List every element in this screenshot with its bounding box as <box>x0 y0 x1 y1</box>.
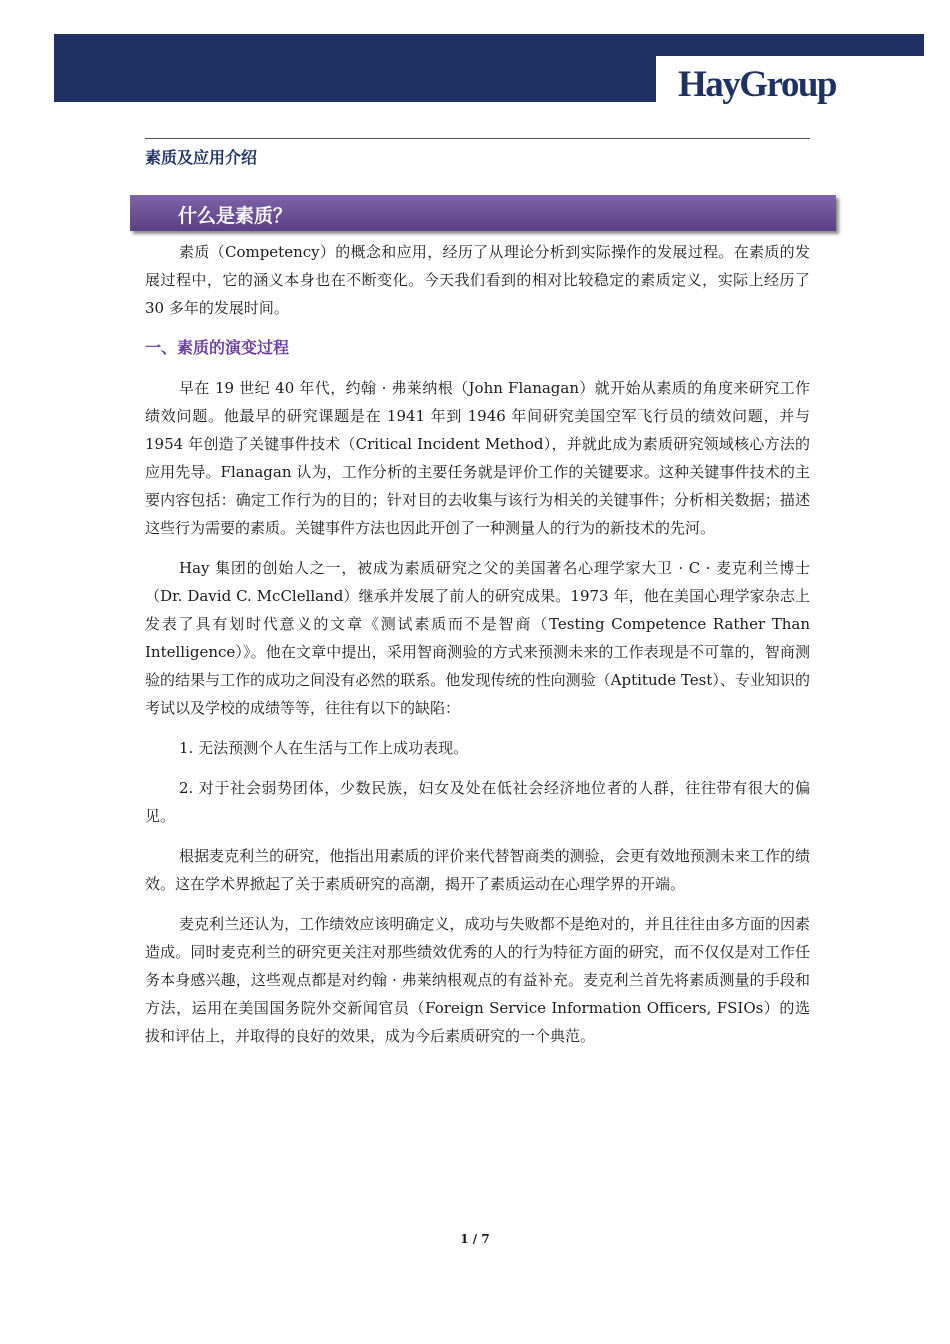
doc-title: 素质及应用介绍 <box>145 148 258 167</box>
header-rule <box>145 138 810 139</box>
document-body <box>145 238 810 1062</box>
haygroup-logo: HayGroup <box>678 64 836 105</box>
section-title: 什么是素质？ <box>178 205 293 227</box>
page-number: 1 / 7 <box>460 1232 490 1246</box>
intro-paragraph: 素质（Competency）的概念和应用，经历了从理论分析到实际操作的发展过程。在素质的发展过程中，它的涵义本身也在不断变化。今天我们看到的相对比较稳定的素质定义，实际上经历了 30 多年的发展时间。 <box>145 243 810 317</box>
paragraph-research: 根据麦克利兰的研究，他指出用素质的评价来代替智商类的测验，会更有效地预测未来工作的绩效。这在学术界掀起了关于素质研究的高潮，揭开了素质运动在心理学界的开端。 <box>145 847 810 893</box>
subheading: 一、素质的演变过程 <box>145 338 290 357</box>
list-item: 2. 对于社会弱势团体，少数民族，妇女及处在低社会经济地位者的人群，往往带有很大的偏见。 <box>145 779 810 825</box>
paragraph-flanagan: 早在 19 世纪 40 年代，约翰 · 弗莱纳根（John Flanagan）就开始从素质的角度来研究工作绩效问题。他最早的研究课题是在 1941 年到 1946 年间研究美国空军飞行员的绩效问题，并与 1954 年创造了关键事件技术（Critical Incident Method），并就此成为素质研究领域核心方法的应用先导。Flanagan 认为，工作分析的主要任务就是评价工作的关键要求。这种关键事件技术的主要内容包括：确定工作行为的目的；针对目的去收集与该行为相关的关键事件；分析相关数据；描述这些行为需要的素质。关键事件方法也因此开创了一种测量人的行为的新技术的先河。 <box>145 379 810 537</box>
paragraph-performance: 麦克利兰还认为，工作绩效应该明确定义，成功与失败都不是绝对的，并且往往由多方面的因素造成。同时麦克利兰的研究更关注对那些绩效优秀的人的行为特征方面的研究，而不仅仅是对工作任务本身感兴趣，这些观点都是对约翰 · 弗莱纳根观点的有益补充。麦克利兰首先将素质测量的手段和方法，运用在美国国务院外交新闻官员（Foreign Service Information Officers, FSIOs）的选拔和评估上，并取得的良好的效果，成为今后素质研究的一个典范。 <box>145 915 810 1045</box>
list-item: 1. 无法预测个人在生活与工作上成功表现。 <box>179 739 469 757</box>
paragraph-mcclelland: Hay 集团的创始人之一，被成为素质研究之父的美国著名心理学家大卫 · C · 麦克利兰博士（Dr. David C. McClelland）继承并发展了前人的研究成果。1973 年，他在美国心理学家杂志上发表了具有划时代意义的文章《测试素质而不是智商（Testing Competence Rather Than Intelligence）》。他在文章中提出，采用智商测验的方式来预测未来的工作表现是不可靠的，智商测验的结果与工作的成功之间没有必然的联系。他发现传统的性向测验（Aptitude Test）、专业知识的考试以及学校的成绩等等，往往有以下的缺陷： <box>145 559 810 717</box>
